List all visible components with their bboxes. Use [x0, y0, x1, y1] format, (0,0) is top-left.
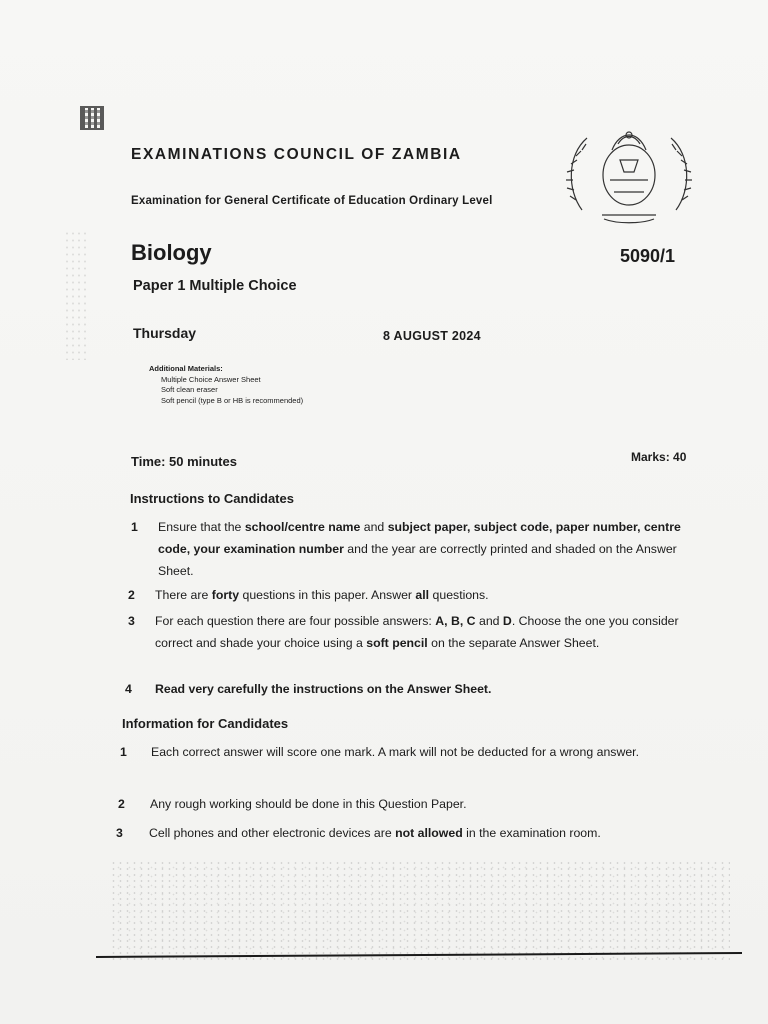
text-run: in the examination room.	[462, 826, 601, 840]
instruction-text	[155, 584, 695, 606]
additional-materials	[149, 364, 303, 406]
instruction-number: 4	[125, 682, 132, 696]
bold-text-run: not allowed	[395, 826, 463, 840]
scan-speckle-noise	[110, 860, 730, 960]
text-run: . Choose the one you consider correct and shade your choice using a	[155, 614, 679, 650]
instructions-heading: Instructions to Candidates	[130, 491, 294, 506]
information-text	[149, 822, 699, 844]
materials-heading: Additional Materials:	[149, 364, 223, 373]
coat-of-arms-seal-icon	[562, 120, 696, 226]
instruction-text	[155, 610, 700, 654]
bold-text-run: subject paper, subject code, paper number, centre code, your examination number	[158, 520, 681, 556]
instruction-item	[128, 584, 698, 606]
scan-margin-noise	[64, 230, 88, 360]
text-run: and	[360, 520, 388, 534]
instruction-text	[155, 678, 695, 700]
information-text	[150, 793, 690, 815]
information-text	[151, 741, 681, 763]
barcode-icon	[80, 106, 104, 130]
subject-code: 5090/1	[620, 246, 676, 266]
text-run: questions.	[429, 588, 489, 602]
materials-item: Soft clean eraser	[161, 385, 218, 394]
text-run: and the year are correctly printed and shaded on the Answer Sheet.	[158, 542, 677, 578]
instruction-text	[158, 516, 703, 582]
instruction-number: 2	[128, 588, 135, 602]
bold-text-run: soft pencil	[366, 636, 428, 650]
information-number: 1	[120, 745, 127, 759]
total-marks: Marks: 40	[631, 450, 687, 464]
bold-text-run: school/centre name	[244, 520, 361, 534]
information-heading: Information for Candidates	[122, 716, 289, 731]
instruction-number: 3	[128, 614, 135, 628]
information-number: 2	[118, 797, 125, 811]
information-item	[120, 741, 690, 785]
text-run: Any rough working should be done in this Question Paper.	[150, 797, 467, 811]
text-run: questions in this paper. Answer	[239, 588, 416, 602]
information-item	[118, 793, 688, 815]
materials-item: Multiple Choice Answer Sheet	[161, 374, 261, 384]
paper-title: Paper 1 Multiple Choice	[133, 278, 297, 294]
exam-level-line: Examination for General Certificate of Education Ordinary Level	[131, 195, 493, 207]
materials-item: Soft pencil (type B or HB is recommended)	[161, 395, 304, 405]
exam-date: 8 AUGUST 2024	[383, 329, 481, 343]
information-item	[116, 822, 696, 844]
text-run: There are	[155, 588, 212, 602]
bold-text-run: forty	[211, 588, 240, 602]
subject-name: Biology	[131, 240, 212, 265]
text-run: Ensure that the	[158, 520, 245, 534]
instruction-item	[125, 678, 695, 700]
exam-day: Thursday	[133, 325, 197, 341]
bold-text-run: A, B, C	[435, 614, 476, 628]
text-run: on the separate Answer Sheet.	[427, 636, 600, 650]
instruction-item	[131, 516, 701, 582]
instruction-item	[128, 610, 700, 676]
instruction-number: 1	[131, 520, 138, 534]
bold-text-run: all	[415, 588, 430, 602]
text-run: Cell phones and other electronic devices are	[149, 826, 396, 840]
text-run: and	[475, 614, 503, 628]
text-run: Each correct answer will score one mark. A mark will not be deducted for a wrong answer.	[151, 745, 639, 759]
council-title: EXAMINATIONS COUNCIL OF ZAMBIA	[131, 146, 462, 163]
information-number: 3	[116, 826, 123, 840]
time-allowed: Time: 50 minutes	[131, 454, 237, 469]
text-run: For each question there are four possible answers:	[155, 614, 436, 628]
bold-text-run: Read very carefully the instructions on the Answer Sheet.	[155, 682, 492, 696]
bold-text-run: D	[502, 614, 512, 628]
